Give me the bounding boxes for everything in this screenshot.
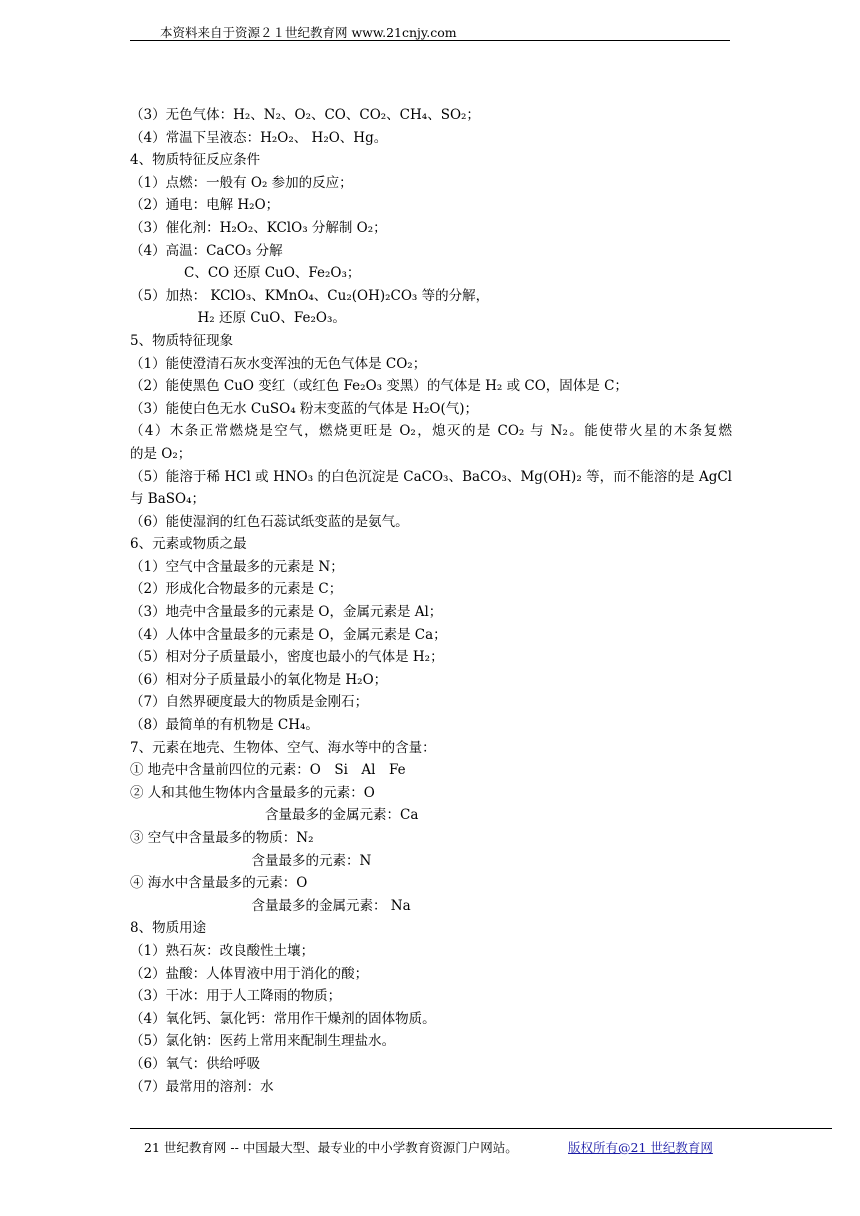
text-line: 含量最多的金属元素：Ca xyxy=(130,807,419,824)
text-line: （2）通电：电解 H₂O； xyxy=(130,197,280,214)
text-line: 含量最多的金属元素： Na xyxy=(130,897,411,914)
text-line: （2）能使黑色 CuO 变红（或红色 Fe₂O₃ 变黑）的气体是 H₂ 或 CO，固体是 C； xyxy=(130,378,628,395)
text-line: （1）点燃：一般有 O₂ 参加的反应； xyxy=(130,174,353,191)
text-line: 4、物质特征反应条件 xyxy=(130,152,261,169)
text-line: C、CO 还原 CuO、Fe₂O₃； xyxy=(130,265,361,282)
text-line: （4）人体中含量最多的元素是 O，金属元素是 Ca； xyxy=(130,626,447,643)
footer-text: 21 世纪教育网 -- 中国最大型、最专业的中小学教育资源门户网站。 xyxy=(144,1140,518,1155)
text-line: 5、物质特征现象 xyxy=(130,332,234,349)
text-line: （1）空气中含量最多的元素是 N； xyxy=(130,558,344,575)
text-line: （6）相对分子质量最小的氧化物是 H₂O； xyxy=(130,671,388,688)
text-line: 8、物质用途 xyxy=(130,920,207,937)
page-footer xyxy=(130,1128,832,1153)
text-line: （5）加热： KClO₃、KMnO₄、Cu₂(OH)₂CO₃ 等的分解， xyxy=(130,287,490,304)
header-text: 本资料来自于资源２１世纪教育网 www.21cnjy.com xyxy=(160,25,457,40)
text-line: （5）能溶于稀 HCl 或 HNO₃ 的白色沉淀是 CaCO₃、BaCO₃、Mg(OH)₂ 等，而不能溶的是 AgCl xyxy=(130,468,732,485)
text-line: （6）能使湿润的红色石蕊试纸变蓝的是氨气。 xyxy=(130,513,409,530)
page-header xyxy=(130,20,730,41)
text-line: （4）高温：CaCO₃ 分解 xyxy=(130,242,283,259)
text-line: 与 BaSO₄； xyxy=(130,491,205,508)
text-line: 含量最多的元素：N xyxy=(130,852,372,869)
text-line: （8）最简单的有机物是 CH₄。 xyxy=(130,717,319,734)
text-line: （5）氯化钠：医药上常用来配制生理盐水。 xyxy=(130,1033,396,1050)
text-line: （2）盐酸：人体胃液中用于消化的酸； xyxy=(130,965,369,982)
text-line: （6）氧气：供给呼吸 xyxy=(130,1055,261,1072)
text-line: （1）能使澄清石灰水变浑浊的无色气体是 CO₂； xyxy=(130,355,427,372)
text-line: （2）形成化合物最多的元素是 C； xyxy=(130,581,343,598)
text-line: H₂ 还原 CuO、Fe₂O₃。 xyxy=(130,310,346,327)
text-line: 6、元素或物质之最 xyxy=(130,536,247,553)
text-line: 7、元素在地壳、生物体、空气、海水等中的含量： xyxy=(130,739,436,756)
text-line: （1）熟石灰：改良酸性土壤； xyxy=(130,942,315,959)
text-line: （3）干冰：用于人工降雨的物质； xyxy=(130,988,342,1005)
document-body xyxy=(130,104,732,1098)
text-line: （7）自然界硬度最大的物质是金刚石； xyxy=(130,694,369,711)
text-line: ④ 海水中含量最多的元素：O xyxy=(130,875,308,892)
text-line: 的是 O₂； xyxy=(130,445,192,462)
text-line: （3）地壳中含量最多的元素是 O，金属元素是 Al； xyxy=(130,604,443,621)
text-line: （3）能使白色无水 CuSO₄ 粉末变蓝的气体是 H₂O(气)； xyxy=(130,400,479,417)
text-line: （5）相对分子质量最小，密度也最小的气体是 H₂； xyxy=(130,649,444,666)
text-line: （4）常温下呈液态：H₂O₂、 H₂O、Hg。 xyxy=(130,129,388,146)
text-line: （3）无色气体：H₂、N₂、O₂、CO、CO₂、CH₄、SO₂； xyxy=(130,107,480,123)
copyright-link[interactable]: 版权所有@21 世纪教育网 xyxy=(568,1140,713,1155)
text-line: ③ 空气中含量最多的物质：N₂ xyxy=(130,830,314,846)
text-line: ① 地壳中含量前四位的元素：O Si Al Fe xyxy=(130,762,406,779)
text-line: （7）最常用的溶剂：水 xyxy=(130,1078,274,1095)
text-line: ② 人和其他生物体内含量最多的元素：O xyxy=(130,784,375,801)
text-line: （4）氧化钙、氯化钙：常用作干燥剂的固体物质。 xyxy=(130,1010,436,1027)
text-line: （3）催化剂：H₂O₂、KClO₃ 分解制 O₂； xyxy=(130,219,387,236)
text-line: （4）木条正常燃烧是空气，燃烧更旺是 O₂，熄灭的是 CO₂ 与 N₂。能使带火星的木条复燃 xyxy=(130,423,732,440)
